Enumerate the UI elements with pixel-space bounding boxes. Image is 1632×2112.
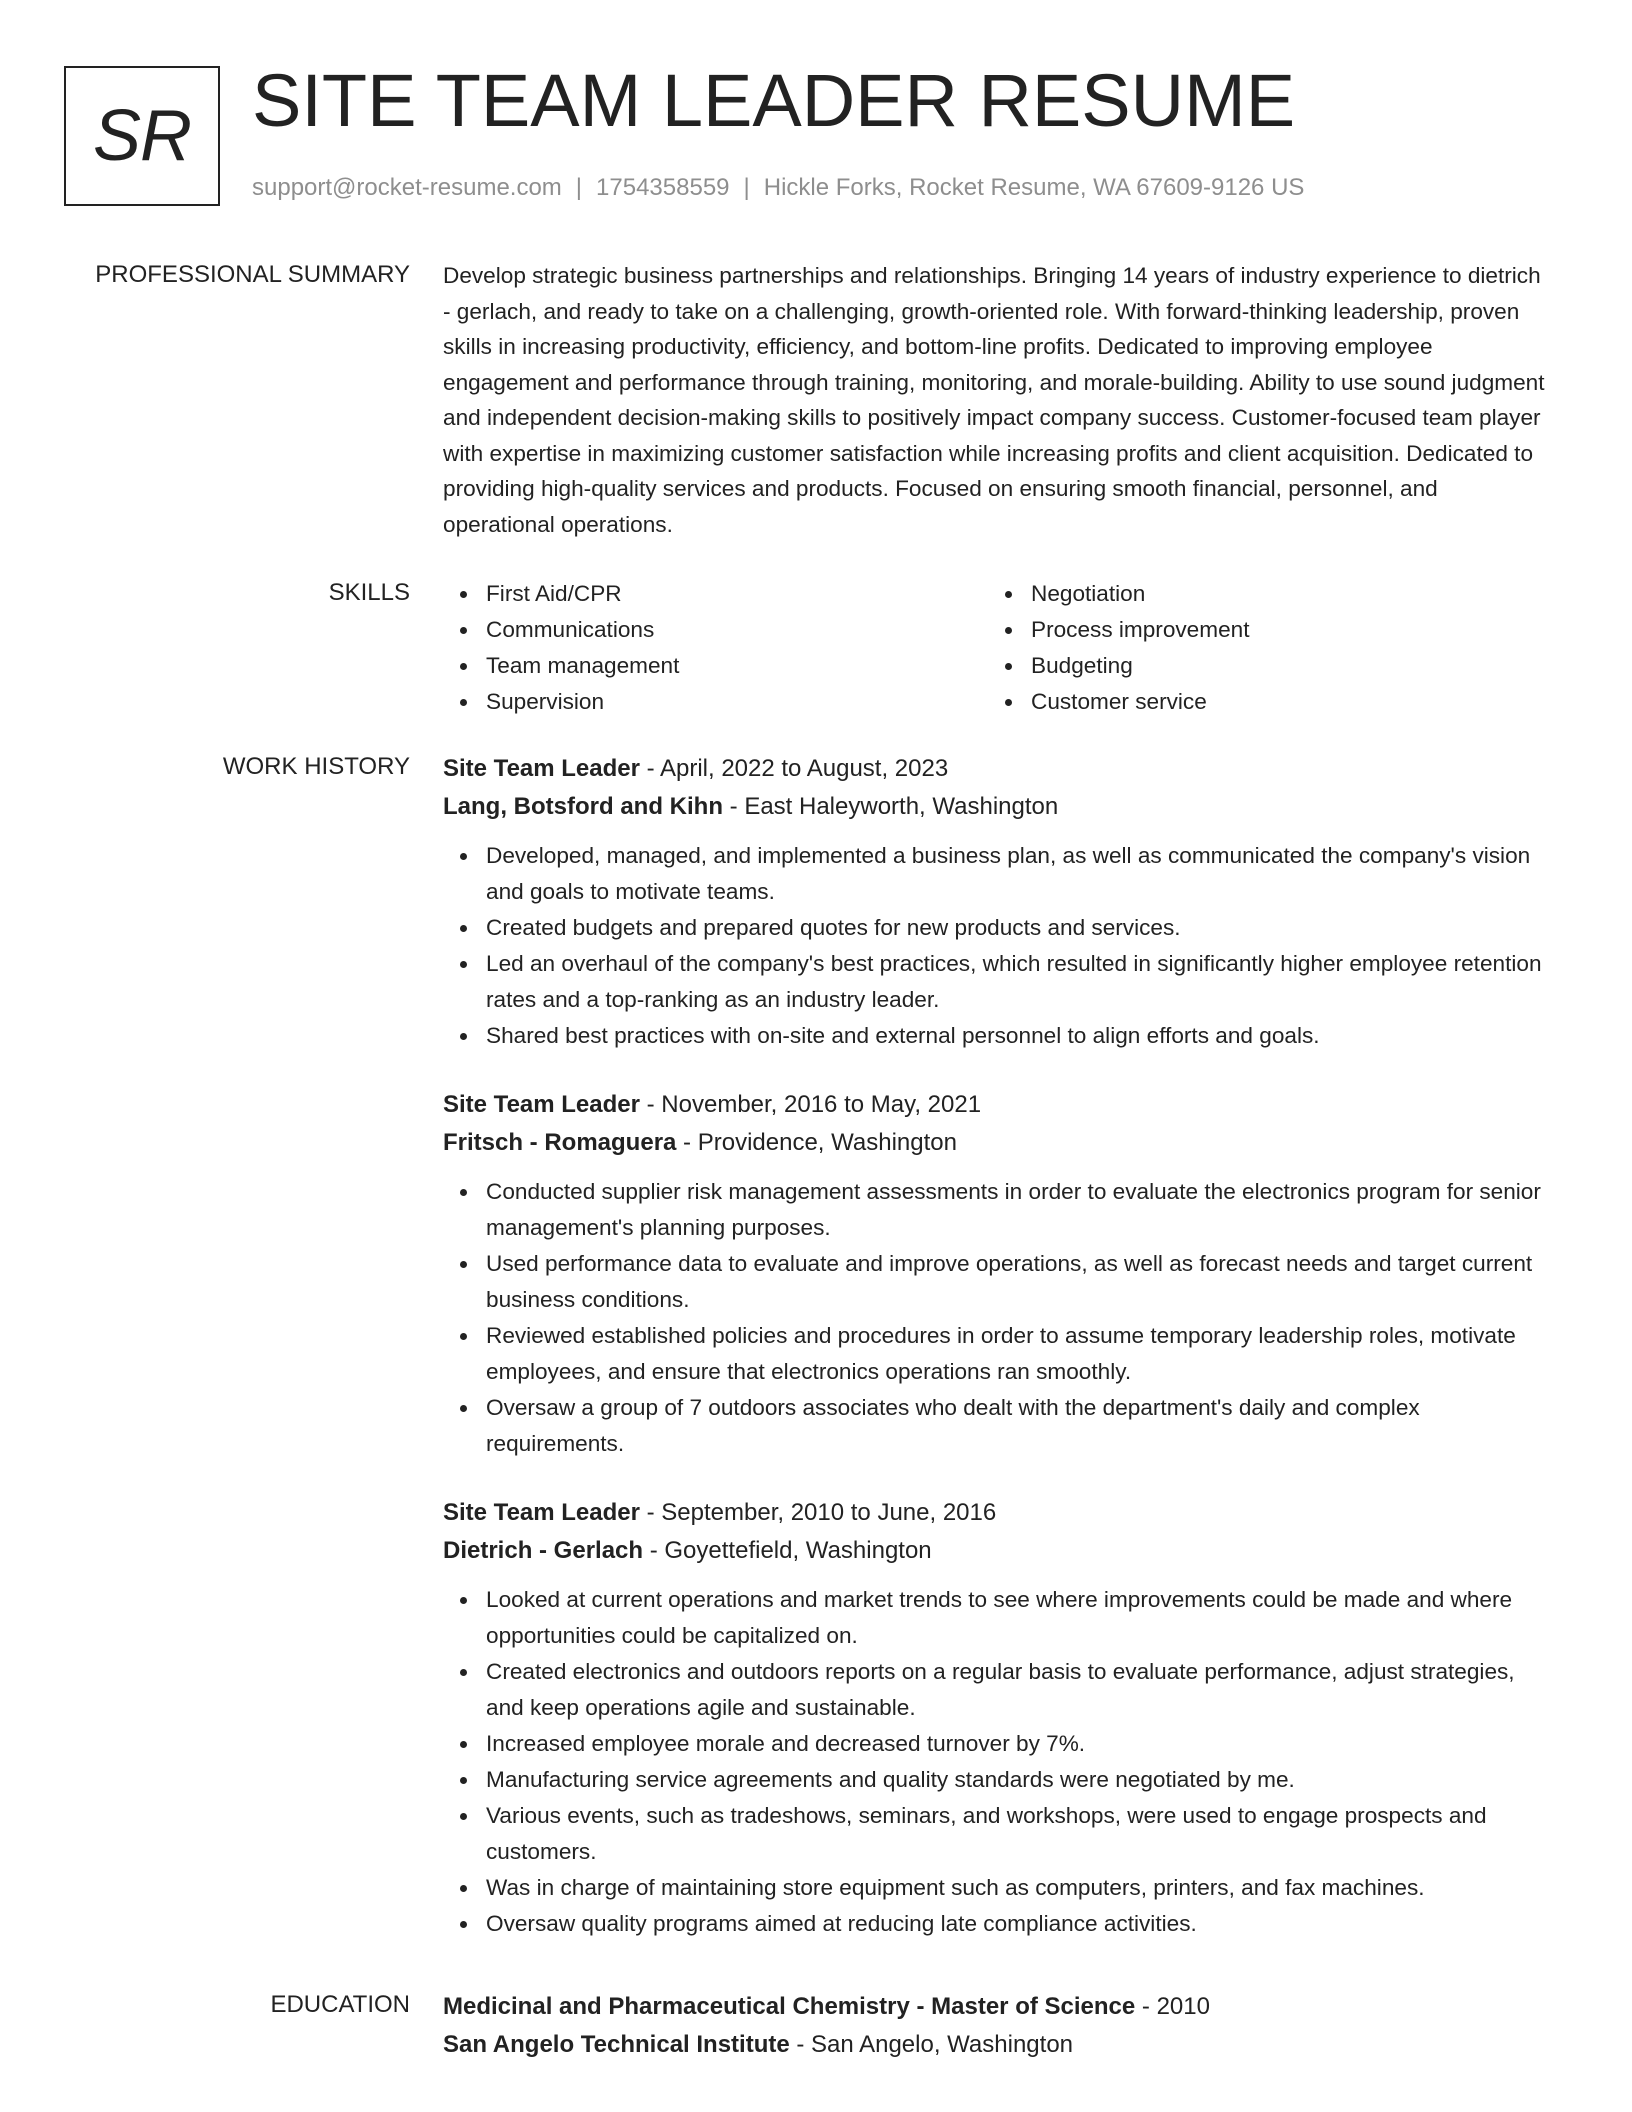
contact-separator: | xyxy=(575,174,583,201)
job-bullet: Developed, managed, and implemented a business plan, as well as communicated the company's vision and goals to motivate teams. xyxy=(443,838,1553,910)
job-bullet: Shared best practices with on-site and external personnel to align efforts and goals. xyxy=(443,1018,1553,1054)
job-bullet: Used performance data to evaluate and improve operations, as well as forecast needs and target current business conditions. xyxy=(443,1246,1553,1318)
job-bullet: Oversaw quality programs aimed at reducing late compliance activities. xyxy=(443,1906,1553,1942)
contact-email: support@rocket-resume.com xyxy=(252,174,562,201)
job-company: Fritsch - Romaguera xyxy=(443,1129,677,1156)
skill-item: Team management xyxy=(443,648,988,684)
skills-column-right xyxy=(988,576,1533,720)
section-title-work-history: WORK HISTORY xyxy=(222,753,410,780)
job-role: Site Team Leader xyxy=(443,1499,640,1526)
monogram-box xyxy=(64,66,220,206)
summary-text: Develop strategic business partnerships and relationships. Bringing 14 years of industry experience to dietrich - gerlach, and ready to take on a challenging, growth-oriented role. With forward-thinking leadership, proven skills in increasing productivity, efficiency, and bottom-line profits. Dedicated to improving employee engagement and performance through training, monitoring, and morale-building. Ability to use sound judgment and independent decision-making skills to positively impact company success. Customer-focused team player with expertise in maximizing customer satisfaction while increasing profits and client acquisition. Dedicated to providing high-quality services and products. Focused on ensuring smooth financial, personnel, and operational operations. xyxy=(443,263,1545,537)
job-bullets xyxy=(443,1174,1553,1462)
job-bullet: Created budgets and prepared quotes for new products and services. xyxy=(443,910,1553,946)
job-title-line xyxy=(443,1086,1553,1124)
job-bullet: Was in charge of maintaining store equipment such as computers, printers, and fax machines. xyxy=(443,1870,1553,1906)
education-year: - 2010 xyxy=(1135,1993,1210,2020)
skills-list xyxy=(443,576,1553,720)
job-company: Dietrich - Gerlach xyxy=(443,1537,644,1564)
work-history-body xyxy=(443,750,1553,1942)
job-location: - Goyettefield, Washington xyxy=(643,1537,932,1564)
job-title-line xyxy=(443,1494,1553,1532)
job-bullets xyxy=(443,1582,1553,1942)
job-bullet: Created electronics and outdoors reports on a regular basis to evaluate performance, adjust strategies, and keep operations agile and sustainable. xyxy=(443,1654,1553,1726)
contact-line xyxy=(252,172,1304,204)
job-bullet: Manufacturing service agreements and quality standards were negotiated by me. xyxy=(443,1762,1553,1798)
job-company-line xyxy=(443,788,1553,826)
contact-address: Hickle Forks, Rocket Resume, WA 67609-9126 US xyxy=(763,174,1305,201)
job-bullets xyxy=(443,838,1553,1054)
skills-column-left xyxy=(443,576,988,720)
monogram-initials: SR xyxy=(92,96,192,176)
skill-item: Customer service xyxy=(988,684,1533,720)
job-company: Lang, Botsford and Kihn xyxy=(443,793,723,820)
job-bullet: Led an overhaul of the company's best practices, which resulted in significantly higher employee retention rates and a top-ranking as an industry leader. xyxy=(443,946,1553,1018)
education-body xyxy=(443,1988,1553,2064)
section-title-education: EDUCATION xyxy=(270,1991,410,2018)
job-entry xyxy=(443,750,1553,1054)
education-degree: Medicinal and Pharmaceutical Chemistry - Master of Science xyxy=(443,1993,1136,2020)
contact-phone: 1754358559 xyxy=(596,174,730,201)
job-dates: - September, 2010 to June, 2016 xyxy=(639,1499,997,1526)
job-dates: - November, 2016 to May, 2021 xyxy=(639,1091,982,1118)
skill-item: Communications xyxy=(443,612,988,648)
skill-item: Supervision xyxy=(443,684,988,720)
job-bullet: Increased employee morale and decreased turnover by 7%. xyxy=(443,1726,1553,1762)
skill-item: Budgeting xyxy=(988,648,1533,684)
job-bullet: Reviewed established policies and procedures in order to assume temporary leadership roles, motivate employees, and ensure that electronics operations ran smoothly. xyxy=(443,1318,1553,1390)
education-location: - San Angelo, Washington xyxy=(789,2031,1074,2058)
summary-body xyxy=(443,258,1553,542)
job-bullet: Oversaw a group of 7 outdoors associates who dealt with the department's daily and complex requirements. xyxy=(443,1390,1553,1462)
skill-item: First Aid/CPR xyxy=(443,576,988,612)
skill-item: Negotiation xyxy=(988,576,1533,612)
education-school-line xyxy=(443,2026,1553,2064)
job-location: - Providence, Washington xyxy=(676,1129,957,1156)
job-bullet: Looked at current operations and market trends to see where improvements could be made and where opportunities could be capitalized on. xyxy=(443,1582,1553,1654)
job-bullet: Conducted supplier risk management assessments in order to evaluate the electronics program for senior management's planning purposes. xyxy=(443,1174,1553,1246)
job-entry xyxy=(443,1494,1553,1942)
education-degree-line xyxy=(443,1988,1553,2026)
job-title-line xyxy=(443,750,1553,788)
job-company-line xyxy=(443,1532,1553,1570)
skill-item: Process improvement xyxy=(988,612,1533,648)
job-bullet: Various events, such as tradeshows, seminars, and workshops, were used to engage prospects and customers. xyxy=(443,1798,1553,1870)
education-school: San Angelo Technical Institute xyxy=(443,2031,790,2058)
job-dates: - April, 2022 to August, 2023 xyxy=(639,755,949,782)
contact-separator: | xyxy=(743,174,750,201)
job-entry xyxy=(443,1086,1553,1462)
job-role: Site Team Leader xyxy=(443,755,640,782)
job-location: - East Haleyworth, Washington xyxy=(722,793,1059,820)
section-title-skills: SKILLS xyxy=(328,579,410,606)
job-company-line xyxy=(443,1124,1553,1162)
resume-title: SITE TEAM LEADER RESUME xyxy=(252,59,1296,142)
section-title-summary: PROFESSIONAL SUMMARY xyxy=(95,261,410,288)
job-role: Site Team Leader xyxy=(443,1091,640,1118)
